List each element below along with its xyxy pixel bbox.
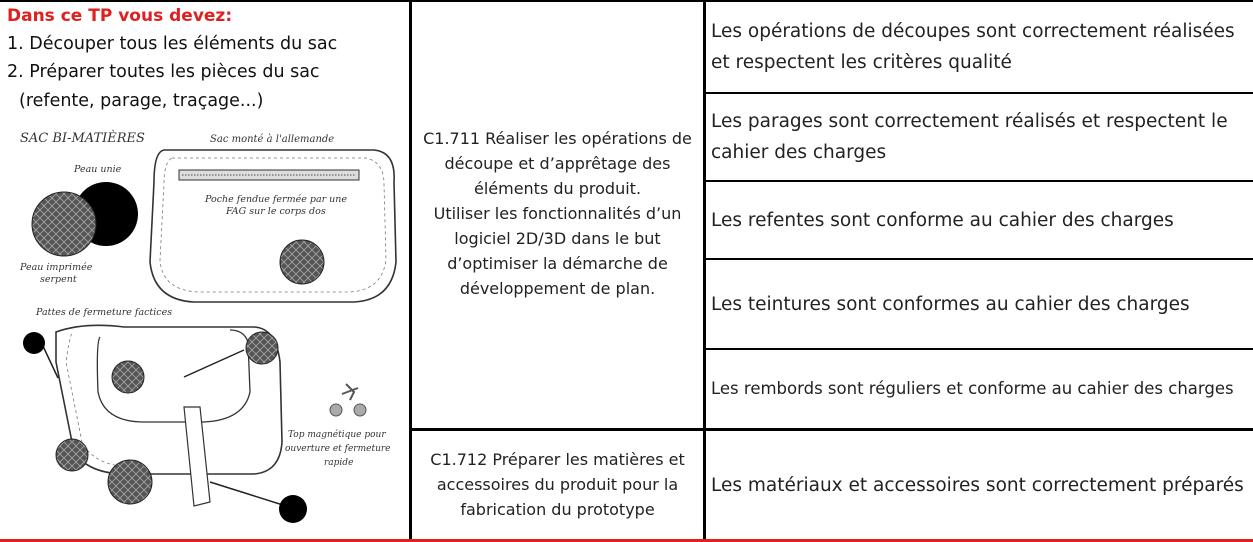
- label-magnet-1: Top magnétique pour: [288, 430, 386, 440]
- criterion-folding: Les rembords sont réguliers et conforme au cahier des charges: [711, 379, 1234, 398]
- label-pocket-1: Poche fendue fermée par une: [205, 194, 348, 205]
- competency-line: Utiliser les fonctionnalités d’un: [433, 204, 682, 223]
- competency-line: développement de plan.: [459, 279, 656, 298]
- competency-divider: [412, 428, 703, 431]
- label-pocket-2: FAG sur le corps dos: [226, 206, 326, 217]
- competency-line: fabrication du prototype: [460, 500, 655, 519]
- label-tabs: Pattes de fermeture factices: [36, 307, 173, 318]
- front-view-bag: [42, 325, 286, 506]
- back-view-bag: [150, 150, 396, 302]
- magnet-clasp: [330, 384, 366, 416]
- competency-c1-712: [412, 447, 703, 522]
- label-assembly: Sac monté à l'allemande: [210, 134, 335, 145]
- competency-line: C1.711 Réaliser les opérations de: [423, 129, 692, 148]
- criterion-materials: Les matériaux et accessoires sont correctement préparés: [711, 474, 1244, 496]
- criterion-splitting: Les refentes sont conforme au cahier des charges: [711, 209, 1174, 231]
- criterion-cutting: Les opérations de découpes sont correctement réalisées et respectent les critères qualité: [711, 21, 1235, 73]
- competency-line: d’optimiser la démarche de: [447, 254, 668, 273]
- criteria-column: [706, 0, 1253, 542]
- label-snake-1: Peau imprimée: [20, 262, 93, 273]
- competency-line: éléments du produit.: [473, 179, 642, 198]
- tab-dot-top: [23, 332, 45, 354]
- label-magnet-2: ouverture et fermeture: [285, 444, 391, 454]
- label-plain-leather: Peau unie: [74, 164, 122, 175]
- task-item-2: 2. Préparer toutes les pièces du sac: [7, 62, 320, 82]
- bag-sketch: [4, 122, 409, 532]
- competency-column: [412, 0, 706, 542]
- competency-line: accessoires du produit pour la: [436, 475, 679, 494]
- competency-line: C1.712 Préparer les matières et: [430, 450, 685, 469]
- snake-leather-swatch: [32, 192, 96, 256]
- task-column: [0, 0, 412, 542]
- criterion-skiving: Les parages sont correctement réalisés et respectent le cahier des charges: [711, 111, 1228, 163]
- label-snake-2: serpent: [40, 274, 77, 285]
- task-item-3: (refente, parage, traçage...): [19, 91, 264, 111]
- criterion-dyeing: Les teintures sont conformes au cahier des charges: [711, 293, 1190, 315]
- competency-c1-711: [412, 126, 703, 301]
- task-item-1: 1. Découper tous les éléments du sac: [7, 34, 338, 54]
- sketch-title: SAC BI-MATIÈRES: [20, 131, 145, 146]
- competency-line: logiciel 2D/3D dans le but: [454, 229, 661, 248]
- task-title: Dans ce TP vous devez:: [7, 6, 233, 26]
- label-magnet-3: rapide: [324, 458, 354, 468]
- tab-dot-bottom: [279, 495, 307, 523]
- competency-line: découpe et d’apprêtage des: [444, 154, 671, 173]
